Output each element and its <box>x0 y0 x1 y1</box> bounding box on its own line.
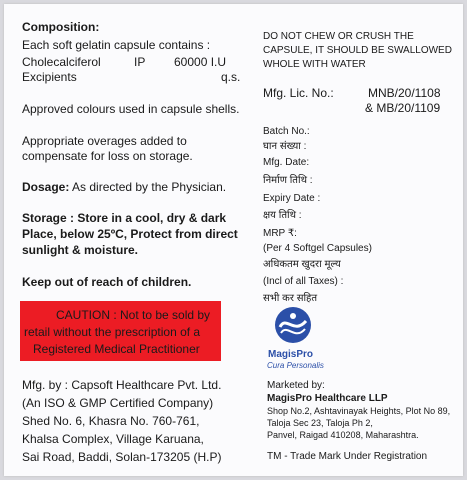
manufacturer-line-2: (An ISO & GMP Certified Company) <box>22 396 214 410</box>
mfg-lic-number-1: MNB/20/1108 <box>368 86 441 100</box>
overage-line-1: Appropriate overages added to <box>22 134 187 148</box>
manufacturer-line-3: Shed No. 6, Khasra No. 760-761, <box>22 414 200 428</box>
magispro-logo-icon <box>272 305 314 345</box>
mfg-date-label: Mfg. Date: <box>263 157 310 168</box>
colours-note: Approved colours used in capsule shells. <box>22 102 240 116</box>
warning-line-1: DO NOT CHEW OR CRUSH THE <box>263 31 414 42</box>
excipients-label: Excipients <box>22 70 77 84</box>
keep-out-warning: Keep out of reach of children. <box>22 275 192 289</box>
mfg-date-hindi-label: निर्माण तिथि : <box>263 175 313 186</box>
caution-line-2: retail without the prescription of a <box>24 325 201 339</box>
manufacturer-line-4: Khalsa Complex, Village Karuana, <box>22 432 204 446</box>
storage-line-2: Place, below 25ºC, Protect from direct <box>22 227 238 241</box>
ingredient-grade: IP <box>134 55 146 69</box>
expiry-date-label: Expiry Date : <box>263 193 321 204</box>
warning-line-3: WHOLE WITH WATER <box>263 59 366 70</box>
marketed-by-label: Marketed by: <box>267 380 325 391</box>
brand-name: MagisPro <box>268 349 314 360</box>
storage-line-3: sunlight & moisture. <box>22 243 139 257</box>
manufacturer-line-1: Mfg. by : Capsoft Healthcare Pvt. Ltd. <box>22 378 222 392</box>
ingredient-name: Cholecalciferol <box>22 55 101 69</box>
taxes-label: (Incl of all Taxes) : <box>263 276 344 287</box>
caution-box <box>20 301 221 361</box>
marketer-address-3: Panvel, Raigad 410208, Maharashtra. <box>267 430 419 440</box>
batch-no-label: Batch No.: <box>263 126 310 137</box>
marketer-address-2: Taloja Sec 23, Taloja Ph 2, <box>267 418 373 428</box>
mrp-pack-size: (Per 4 Softgel Capsules) <box>263 243 372 254</box>
mrp-hindi-label: अधिकतम खुदरा मूल्य <box>263 259 341 270</box>
mfg-lic-label: Mfg. Lic. No.: <box>263 86 334 100</box>
composition-line: Each soft gelatin capsule contains : <box>22 38 211 52</box>
mfg-lic-number-2: & MB/20/1109 <box>365 101 441 115</box>
warning-line-2: CAPSULE, IT SHOULD BE SWALLOWED <box>263 45 452 56</box>
batch-no-hindi-label: घान संख्या : <box>263 141 307 152</box>
dosage-label: Dosage: <box>22 180 70 194</box>
mrp-label: MRP ₹: <box>263 228 297 239</box>
expiry-date-hindi-label: क्षय तिथि : <box>263 210 302 221</box>
caution-line-3: Registered Medical Practitioner <box>33 342 200 356</box>
overage-line-2: compensate for loss on storage. <box>22 149 193 163</box>
marketer-address-1: Shop No.2, Ashtavinayak Heights, Plot No 89, <box>267 406 451 416</box>
dosage-text: As directed by the Physician. <box>72 180 227 194</box>
excipients-amount: q.s. <box>221 70 241 84</box>
brand-tagline: Cura Personalis <box>267 361 324 370</box>
storage-line-1: Storage : Store in a cool, dry & dark <box>22 211 227 225</box>
trademark-note: TM - Trade Mark Under Registration <box>267 451 428 462</box>
manufacturer-line-5: Sai Road, Baddi, Solan-173205 (H.P) <box>22 450 222 464</box>
caution-line-1: CAUTION : Not to be sold by <box>56 308 211 322</box>
taxes-hindi-label: सभी कर सहित <box>263 293 318 304</box>
marketer-name: MagisPro Healthcare LLP <box>267 393 388 404</box>
ingredient-amount: 60000 I.U <box>174 55 227 69</box>
composition-title: Composition: <box>22 20 100 34</box>
